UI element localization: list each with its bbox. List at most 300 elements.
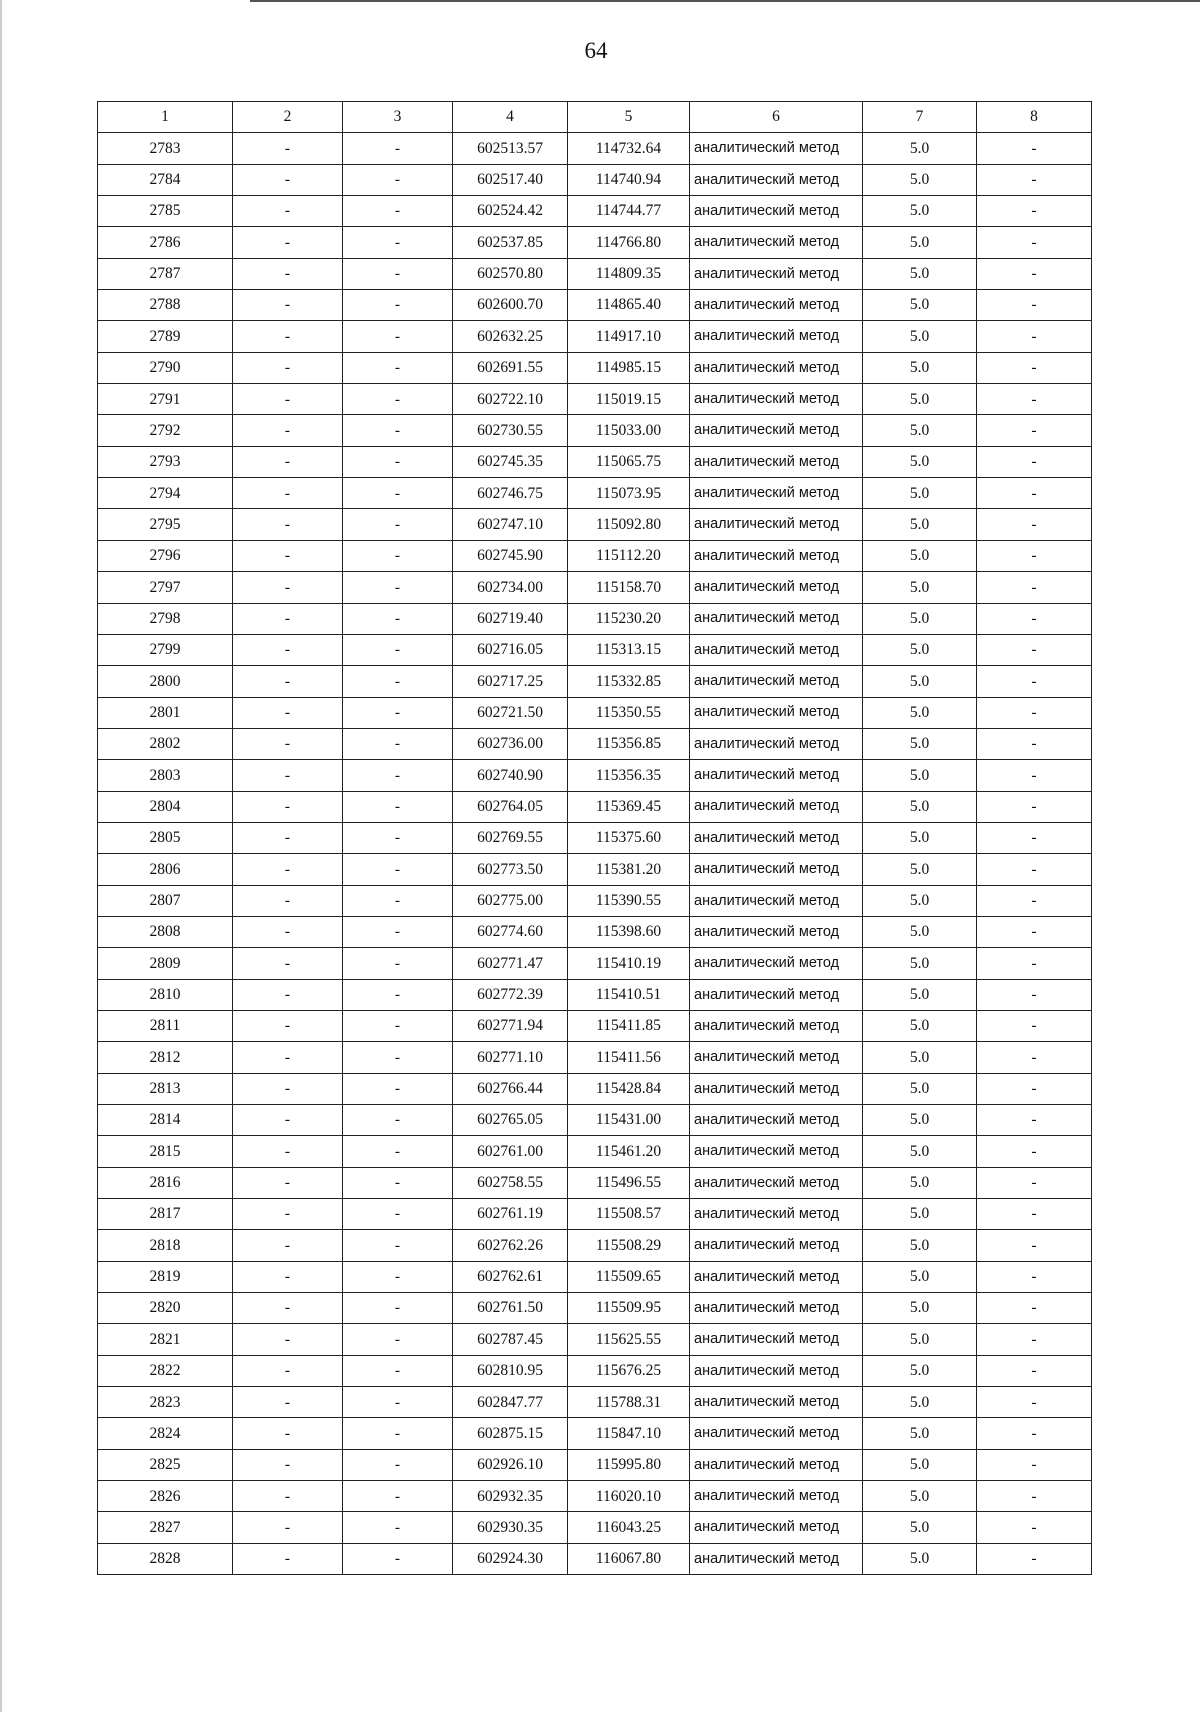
- table-row: [98, 760, 1092, 791]
- method-cell: аналитический метод: [690, 1355, 863, 1386]
- col3-cell: -: [343, 916, 453, 947]
- col8-cell: -: [977, 164, 1092, 195]
- col2-cell: -: [233, 666, 343, 697]
- col3-cell: -: [343, 1073, 453, 1104]
- accuracy-cell: 5.0: [863, 603, 977, 634]
- coordinates-table: [97, 101, 1092, 1575]
- col2-cell: -: [233, 321, 343, 352]
- point-number-cell: 2826: [98, 1481, 233, 1512]
- col2-cell: -: [233, 352, 343, 383]
- col2-cell: -: [233, 384, 343, 415]
- x-coordinate-cell: 602773.50: [453, 854, 568, 885]
- col2-cell: -: [233, 1512, 343, 1543]
- x-coordinate-cell: 602926.10: [453, 1449, 568, 1480]
- y-coordinate-cell: 115398.60: [568, 916, 690, 947]
- col2-cell: -: [233, 478, 343, 509]
- y-coordinate-cell: 115508.57: [568, 1199, 690, 1230]
- accuracy-cell: 5.0: [863, 979, 977, 1010]
- x-coordinate-cell: 602719.40: [453, 603, 568, 634]
- col8-cell: -: [977, 1293, 1092, 1324]
- point-number-cell: 2784: [98, 164, 233, 195]
- table-row: [98, 728, 1092, 759]
- x-coordinate-cell: 602875.15: [453, 1418, 568, 1449]
- y-coordinate-cell: 114809.35: [568, 258, 690, 289]
- column-header: 8: [977, 102, 1092, 133]
- accuracy-cell: 5.0: [863, 1042, 977, 1073]
- y-coordinate-cell: 116020.10: [568, 1481, 690, 1512]
- col8-cell: -: [977, 258, 1092, 289]
- point-number-cell: 2800: [98, 666, 233, 697]
- col2-cell: -: [233, 1073, 343, 1104]
- accuracy-cell: 5.0: [863, 1481, 977, 1512]
- accuracy-cell: 5.0: [863, 666, 977, 697]
- y-coordinate-cell: 114766.80: [568, 227, 690, 258]
- table-row: [98, 1105, 1092, 1136]
- table-row: [98, 164, 1092, 195]
- y-coordinate-cell: 115158.70: [568, 572, 690, 603]
- method-cell: аналитический метод: [690, 1387, 863, 1418]
- col2-cell: -: [233, 1543, 343, 1574]
- point-number-cell: 2810: [98, 979, 233, 1010]
- point-number-cell: 2812: [98, 1042, 233, 1073]
- col2-cell: -: [233, 948, 343, 979]
- accuracy-cell: 5.0: [863, 478, 977, 509]
- y-coordinate-cell: 115431.00: [568, 1105, 690, 1136]
- method-cell: аналитический метод: [690, 258, 863, 289]
- method-cell: аналитический метод: [690, 1136, 863, 1167]
- point-number-cell: 2788: [98, 290, 233, 321]
- col2-cell: -: [233, 415, 343, 446]
- accuracy-cell: 5.0: [863, 1010, 977, 1041]
- table-row: [98, 478, 1092, 509]
- table-row: [98, 1199, 1092, 1230]
- col8-cell: -: [977, 1449, 1092, 1480]
- x-coordinate-cell: 602730.55: [453, 415, 568, 446]
- method-cell: аналитический метод: [690, 415, 863, 446]
- col3-cell: -: [343, 1230, 453, 1261]
- col2-cell: -: [233, 885, 343, 916]
- col3-cell: -: [343, 1512, 453, 1543]
- col3-cell: -: [343, 634, 453, 665]
- y-coordinate-cell: 115092.80: [568, 509, 690, 540]
- col3-cell: -: [343, 1042, 453, 1073]
- accuracy-cell: 5.0: [863, 321, 977, 352]
- point-number-cell: 2814: [98, 1105, 233, 1136]
- point-number-cell: 2798: [98, 603, 233, 634]
- table-header-row: [98, 102, 1092, 133]
- col8-cell: -: [977, 1073, 1092, 1104]
- table-row: [98, 509, 1092, 540]
- col8-cell: -: [977, 854, 1092, 885]
- y-coordinate-cell: 115369.45: [568, 791, 690, 822]
- point-number-cell: 2828: [98, 1543, 233, 1574]
- col2-cell: -: [233, 1136, 343, 1167]
- col3-cell: -: [343, 697, 453, 728]
- col2-cell: -: [233, 1324, 343, 1355]
- accuracy-cell: 5.0: [863, 164, 977, 195]
- method-cell: аналитический метод: [690, 1230, 863, 1261]
- table-row: [98, 948, 1092, 979]
- col8-cell: -: [977, 1042, 1092, 1073]
- col2-cell: -: [233, 1418, 343, 1449]
- col3-cell: -: [343, 979, 453, 1010]
- col8-cell: -: [977, 979, 1092, 1010]
- table-row: [98, 572, 1092, 603]
- method-cell: аналитический метод: [690, 791, 863, 822]
- col2-cell: -: [233, 603, 343, 634]
- col2-cell: -: [233, 1199, 343, 1230]
- col3-cell: -: [343, 1543, 453, 1574]
- table-row: [98, 290, 1092, 321]
- col2-cell: -: [233, 634, 343, 665]
- x-coordinate-cell: 602716.05: [453, 634, 568, 665]
- x-coordinate-cell: 602762.61: [453, 1261, 568, 1292]
- point-number-cell: 2820: [98, 1293, 233, 1324]
- method-cell: аналитический метод: [690, 603, 863, 634]
- col8-cell: -: [977, 1418, 1092, 1449]
- accuracy-cell: 5.0: [863, 258, 977, 289]
- col2-cell: -: [233, 979, 343, 1010]
- method-cell: аналитический метод: [690, 572, 863, 603]
- col8-cell: -: [977, 916, 1092, 947]
- col3-cell: -: [343, 384, 453, 415]
- y-coordinate-cell: 115676.25: [568, 1355, 690, 1386]
- col2-cell: -: [233, 1167, 343, 1198]
- y-coordinate-cell: 115625.55: [568, 1324, 690, 1355]
- point-number-cell: 2789: [98, 321, 233, 352]
- col3-cell: -: [343, 822, 453, 853]
- point-number-cell: 2808: [98, 916, 233, 947]
- col2-cell: -: [233, 196, 343, 227]
- point-number-cell: 2815: [98, 1136, 233, 1167]
- col3-cell: -: [343, 791, 453, 822]
- accuracy-cell: 5.0: [863, 791, 977, 822]
- column-header: 6: [690, 102, 863, 133]
- point-number-cell: 2804: [98, 791, 233, 822]
- table-row: [98, 1481, 1092, 1512]
- table-row: [98, 352, 1092, 383]
- x-coordinate-cell: 602746.75: [453, 478, 568, 509]
- method-cell: аналитический метод: [690, 1418, 863, 1449]
- x-coordinate-cell: 602517.40: [453, 164, 568, 195]
- point-number-cell: 2783: [98, 133, 233, 164]
- x-coordinate-cell: 602758.55: [453, 1167, 568, 1198]
- col2-cell: -: [233, 1230, 343, 1261]
- table-row: [98, 1355, 1092, 1386]
- x-coordinate-cell: 602847.77: [453, 1387, 568, 1418]
- method-cell: аналитический метод: [690, 1042, 863, 1073]
- col8-cell: -: [977, 603, 1092, 634]
- col8-cell: -: [977, 1167, 1092, 1198]
- method-cell: аналитический метод: [690, 1481, 863, 1512]
- y-coordinate-cell: 115428.84: [568, 1073, 690, 1104]
- point-number-cell: 2813: [98, 1073, 233, 1104]
- col8-cell: -: [977, 1261, 1092, 1292]
- table-row: [98, 540, 1092, 571]
- point-number-cell: 2793: [98, 446, 233, 477]
- table-row: [98, 979, 1092, 1010]
- col8-cell: -: [977, 1387, 1092, 1418]
- table-row: [98, 603, 1092, 634]
- col2-cell: -: [233, 697, 343, 728]
- col3-cell: -: [343, 258, 453, 289]
- table-row: [98, 1230, 1092, 1261]
- column-header: 4: [453, 102, 568, 133]
- y-coordinate-cell: 115411.85: [568, 1010, 690, 1041]
- col3-cell: -: [343, 728, 453, 759]
- table-row: [98, 446, 1092, 477]
- col2-cell: -: [233, 760, 343, 791]
- accuracy-cell: 5.0: [863, 352, 977, 383]
- point-number-cell: 2796: [98, 540, 233, 571]
- col8-cell: -: [977, 885, 1092, 916]
- table-row: [98, 1512, 1092, 1543]
- y-coordinate-cell: 114744.77: [568, 196, 690, 227]
- accuracy-cell: 5.0: [863, 634, 977, 665]
- y-coordinate-cell: 115509.65: [568, 1261, 690, 1292]
- col8-cell: -: [977, 822, 1092, 853]
- col3-cell: -: [343, 133, 453, 164]
- x-coordinate-cell: 602740.90: [453, 760, 568, 791]
- table-row: [98, 1387, 1092, 1418]
- col3-cell: -: [343, 478, 453, 509]
- point-number-cell: 2803: [98, 760, 233, 791]
- table-body: [98, 133, 1092, 1575]
- col8-cell: -: [977, 1010, 1092, 1041]
- col2-cell: -: [233, 1293, 343, 1324]
- col2-cell: -: [233, 572, 343, 603]
- y-coordinate-cell: 115410.51: [568, 979, 690, 1010]
- method-cell: аналитический метод: [690, 1512, 863, 1543]
- accuracy-cell: 5.0: [863, 446, 977, 477]
- col8-cell: -: [977, 728, 1092, 759]
- method-cell: аналитический метод: [690, 540, 863, 571]
- point-number-cell: 2823: [98, 1387, 233, 1418]
- method-cell: аналитический метод: [690, 227, 863, 258]
- col3-cell: -: [343, 321, 453, 352]
- point-number-cell: 2806: [98, 854, 233, 885]
- method-cell: аналитический метод: [690, 760, 863, 791]
- accuracy-cell: 5.0: [863, 697, 977, 728]
- col2-cell: -: [233, 1481, 343, 1512]
- col3-cell: -: [343, 1199, 453, 1230]
- x-coordinate-cell: 602930.35: [453, 1512, 568, 1543]
- y-coordinate-cell: 115112.20: [568, 540, 690, 571]
- col2-cell: -: [233, 854, 343, 885]
- table-row: [98, 415, 1092, 446]
- col2-cell: -: [233, 728, 343, 759]
- method-cell: аналитический метод: [690, 290, 863, 321]
- col2-cell: -: [233, 290, 343, 321]
- method-cell: аналитический метод: [690, 196, 863, 227]
- col2-cell: -: [233, 1010, 343, 1041]
- x-coordinate-cell: 602771.94: [453, 1010, 568, 1041]
- y-coordinate-cell: 116043.25: [568, 1512, 690, 1543]
- col3-cell: -: [343, 1418, 453, 1449]
- y-coordinate-cell: 115356.85: [568, 728, 690, 759]
- x-coordinate-cell: 602524.42: [453, 196, 568, 227]
- point-number-cell: 2824: [98, 1418, 233, 1449]
- accuracy-cell: 5.0: [863, 290, 977, 321]
- x-coordinate-cell: 602932.35: [453, 1481, 568, 1512]
- accuracy-cell: 5.0: [863, 1136, 977, 1167]
- accuracy-cell: 5.0: [863, 572, 977, 603]
- col8-cell: -: [977, 321, 1092, 352]
- x-coordinate-cell: 602764.05: [453, 791, 568, 822]
- col3-cell: -: [343, 227, 453, 258]
- accuracy-cell: 5.0: [863, 384, 977, 415]
- page-left-border: [0, 0, 2, 1712]
- y-coordinate-cell: 114740.94: [568, 164, 690, 195]
- y-coordinate-cell: 115313.15: [568, 634, 690, 665]
- accuracy-cell: 5.0: [863, 1449, 977, 1480]
- method-cell: аналитический метод: [690, 509, 863, 540]
- method-cell: аналитический метод: [690, 885, 863, 916]
- x-coordinate-cell: 602924.30: [453, 1543, 568, 1574]
- page-number: 64: [584, 38, 608, 63]
- col8-cell: -: [977, 227, 1092, 258]
- table-row: [98, 258, 1092, 289]
- col8-cell: -: [977, 509, 1092, 540]
- col8-cell: -: [977, 1512, 1092, 1543]
- x-coordinate-cell: 602766.44: [453, 1073, 568, 1104]
- col8-cell: -: [977, 478, 1092, 509]
- col8-cell: -: [977, 1324, 1092, 1355]
- y-coordinate-cell: 115332.85: [568, 666, 690, 697]
- table-row: [98, 1167, 1092, 1198]
- col3-cell: -: [343, 1105, 453, 1136]
- col3-cell: -: [343, 854, 453, 885]
- table-row: [98, 1543, 1092, 1574]
- col3-cell: -: [343, 196, 453, 227]
- method-cell: аналитический метод: [690, 822, 863, 853]
- method-cell: аналитический метод: [690, 1010, 863, 1041]
- table-row: [98, 791, 1092, 822]
- accuracy-cell: 5.0: [863, 1261, 977, 1292]
- col2-cell: -: [233, 1387, 343, 1418]
- col3-cell: -: [343, 1167, 453, 1198]
- point-number-cell: 2787: [98, 258, 233, 289]
- y-coordinate-cell: 115065.75: [568, 446, 690, 477]
- col3-cell: -: [343, 415, 453, 446]
- method-cell: аналитический метод: [690, 478, 863, 509]
- method-cell: аналитический метод: [690, 697, 863, 728]
- col8-cell: -: [977, 760, 1092, 791]
- method-cell: аналитический метод: [690, 1261, 863, 1292]
- x-coordinate-cell: 602810.95: [453, 1355, 568, 1386]
- accuracy-cell: 5.0: [863, 1105, 977, 1136]
- column-header: 3: [343, 102, 453, 133]
- col3-cell: -: [343, 1449, 453, 1480]
- accuracy-cell: 5.0: [863, 1418, 977, 1449]
- y-coordinate-cell: 115375.60: [568, 822, 690, 853]
- col2-cell: -: [233, 227, 343, 258]
- table-row: [98, 1449, 1092, 1480]
- y-coordinate-cell: 115508.29: [568, 1230, 690, 1261]
- point-number-cell: 2807: [98, 885, 233, 916]
- table-row: [98, 634, 1092, 665]
- col8-cell: -: [977, 446, 1092, 477]
- accuracy-cell: 5.0: [863, 885, 977, 916]
- x-coordinate-cell: 602771.10: [453, 1042, 568, 1073]
- table-row: [98, 227, 1092, 258]
- x-coordinate-cell: 602513.57: [453, 133, 568, 164]
- x-coordinate-cell: 602537.85: [453, 227, 568, 258]
- point-number-cell: 2805: [98, 822, 233, 853]
- col3-cell: -: [343, 885, 453, 916]
- x-coordinate-cell: 602570.80: [453, 258, 568, 289]
- col8-cell: -: [977, 540, 1092, 571]
- table-row: [98, 885, 1092, 916]
- y-coordinate-cell: 114917.10: [568, 321, 690, 352]
- col3-cell: -: [343, 509, 453, 540]
- x-coordinate-cell: 602747.10: [453, 509, 568, 540]
- accuracy-cell: 5.0: [863, 1512, 977, 1543]
- point-number-cell: 2801: [98, 697, 233, 728]
- x-coordinate-cell: 602765.05: [453, 1105, 568, 1136]
- table-row: [98, 133, 1092, 164]
- x-coordinate-cell: 602772.39: [453, 979, 568, 1010]
- table-row: [98, 1293, 1092, 1324]
- col8-cell: -: [977, 1481, 1092, 1512]
- col8-cell: -: [977, 634, 1092, 665]
- x-coordinate-cell: 602717.25: [453, 666, 568, 697]
- col8-cell: -: [977, 1355, 1092, 1386]
- col3-cell: -: [343, 603, 453, 634]
- method-cell: аналитический метод: [690, 321, 863, 352]
- method-cell: аналитический метод: [690, 446, 863, 477]
- point-number-cell: 2817: [98, 1199, 233, 1230]
- accuracy-cell: 5.0: [863, 1293, 977, 1324]
- col8-cell: -: [977, 666, 1092, 697]
- col8-cell: -: [977, 1136, 1092, 1167]
- y-coordinate-cell: 114985.15: [568, 352, 690, 383]
- method-cell: аналитический метод: [690, 1167, 863, 1198]
- col3-cell: -: [343, 352, 453, 383]
- point-number-cell: 2785: [98, 196, 233, 227]
- accuracy-cell: 5.0: [863, 415, 977, 446]
- x-coordinate-cell: 602600.70: [453, 290, 568, 321]
- col3-cell: -: [343, 760, 453, 791]
- accuracy-cell: 5.0: [863, 854, 977, 885]
- x-coordinate-cell: 602734.00: [453, 572, 568, 603]
- y-coordinate-cell: 115350.55: [568, 697, 690, 728]
- x-coordinate-cell: 602745.90: [453, 540, 568, 571]
- col3-cell: -: [343, 1261, 453, 1292]
- col2-cell: -: [233, 1355, 343, 1386]
- y-coordinate-cell: 115496.55: [568, 1167, 690, 1198]
- col3-cell: -: [343, 1481, 453, 1512]
- y-coordinate-cell: 115356.35: [568, 760, 690, 791]
- method-cell: аналитический метод: [690, 854, 863, 885]
- accuracy-cell: 5.0: [863, 1324, 977, 1355]
- table-row: [98, 854, 1092, 885]
- col8-cell: -: [977, 1199, 1092, 1230]
- point-number-cell: 2819: [98, 1261, 233, 1292]
- accuracy-cell: 5.0: [863, 916, 977, 947]
- accuracy-cell: 5.0: [863, 133, 977, 164]
- x-coordinate-cell: 602787.45: [453, 1324, 568, 1355]
- table-row: [98, 196, 1092, 227]
- accuracy-cell: 5.0: [863, 1167, 977, 1198]
- col2-cell: -: [233, 1449, 343, 1480]
- col8-cell: -: [977, 384, 1092, 415]
- table-row: [98, 1042, 1092, 1073]
- x-coordinate-cell: 602722.10: [453, 384, 568, 415]
- x-coordinate-cell: 602691.55: [453, 352, 568, 383]
- point-number-cell: 2790: [98, 352, 233, 383]
- x-coordinate-cell: 602745.35: [453, 446, 568, 477]
